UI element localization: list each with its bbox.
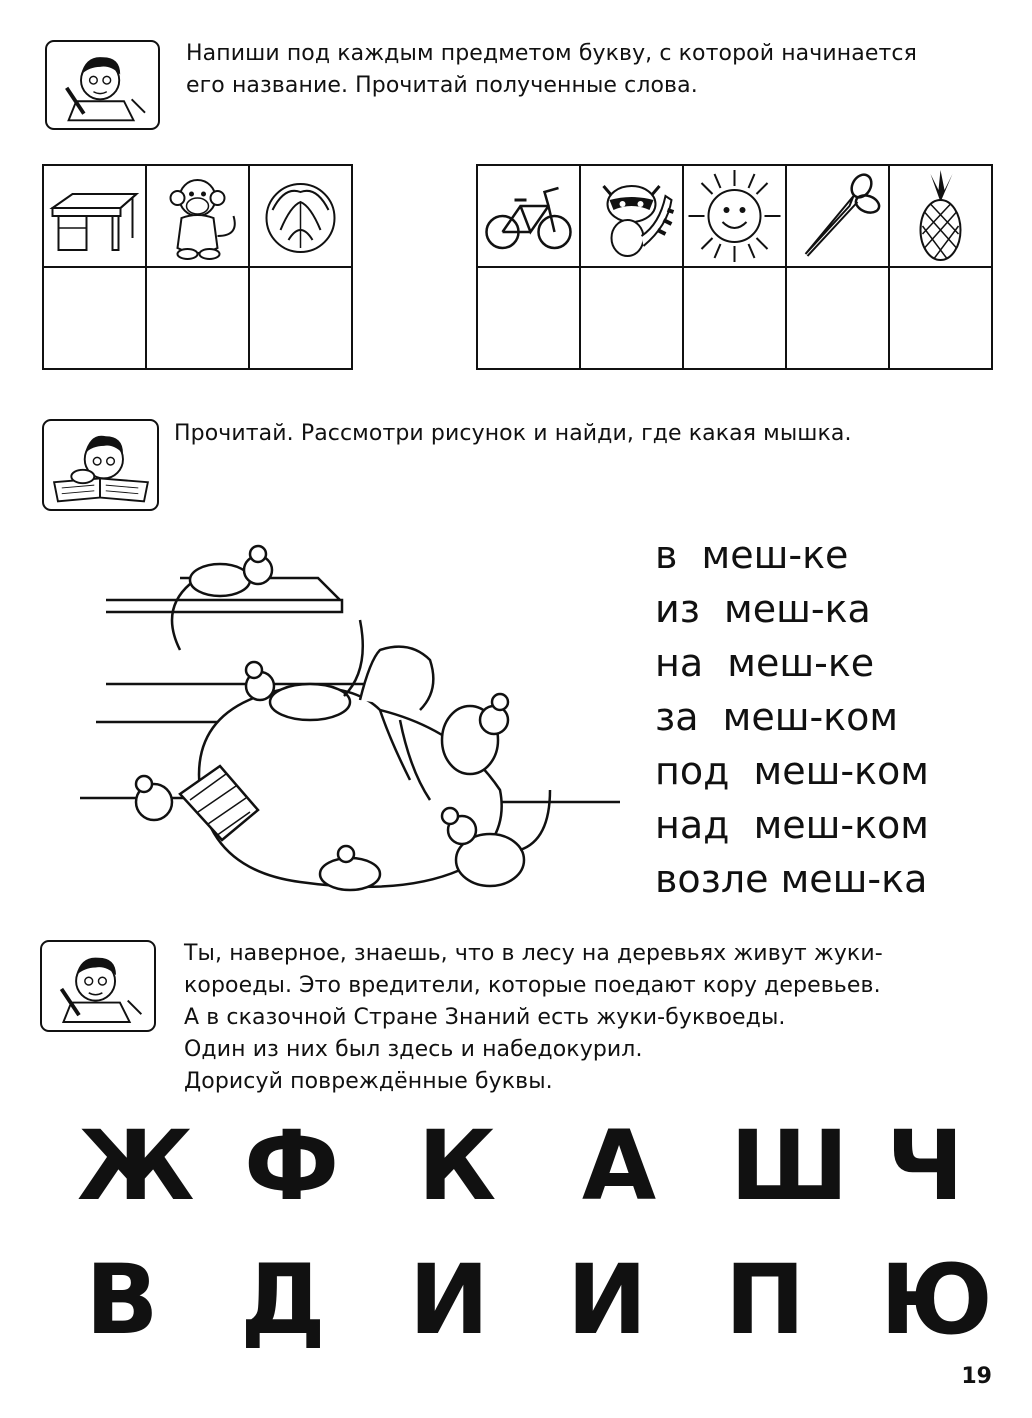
phrase-list (655, 528, 929, 906)
task1-instruction-line2: его название. Прочитай полученные слова. (186, 73, 698, 98)
picture-grid-2 (476, 164, 993, 370)
phrase-item: из меш-ка (655, 587, 871, 631)
damaged-letter: И (408, 1244, 490, 1356)
damaged-letter: Ш (730, 1110, 849, 1222)
boy-writing-icon (40, 940, 156, 1032)
raccoon-icon (580, 165, 683, 267)
damaged-letter: Ф (244, 1110, 340, 1222)
damaged-letter: Ж (77, 1110, 195, 1222)
desk-icon (43, 165, 146, 267)
picture-grid-1 (42, 164, 353, 370)
damaged-letters-row-1 (0, 1110, 1032, 1222)
damaged-letter: К (417, 1110, 497, 1222)
monkey-icon (146, 165, 249, 267)
answer-cell[interactable] (477, 267, 580, 369)
phrase-item: на меш-ке (655, 641, 875, 685)
task3-line: А в сказочной Стране Знаний есть жуки-буквоеды. (184, 1005, 786, 1030)
phrase-item: над меш-ком (655, 803, 929, 847)
task1-instruction-line1: Напиши под каждым предметом букву, с которой начинается (186, 41, 917, 66)
answer-cell[interactable] (580, 267, 683, 369)
phrase-item: возле меш-ка (655, 857, 928, 901)
task3-line: Ты, наверное, знаешь, что в лесу на деревьях живут жуки- (184, 941, 883, 966)
damaged-letter: Ч (886, 1110, 964, 1222)
answer-cell[interactable] (43, 267, 146, 369)
phrase-item: за меш-ком (655, 695, 899, 739)
damaged-letter: П (724, 1244, 806, 1356)
damaged-letter: Д (240, 1244, 326, 1356)
scissors-icon (786, 165, 889, 267)
task3-text (184, 938, 883, 1098)
damaged-letter: Ю (880, 1244, 993, 1356)
damaged-letter: В (85, 1244, 159, 1356)
mice-illustration (80, 540, 620, 920)
answer-cell[interactable] (146, 267, 249, 369)
phrase-item: под меш-ком (655, 749, 929, 793)
cabbage-icon (249, 165, 352, 267)
phrase-item: в меш-ке (655, 533, 849, 577)
sun-icon (683, 165, 786, 267)
answer-cell[interactable] (889, 267, 992, 369)
boy-reading-icon (42, 419, 159, 511)
damaged-letter: А (581, 1110, 657, 1222)
task3-line: Дорисуй повреждённые буквы. (184, 1069, 553, 1094)
bicycle-icon (477, 165, 580, 267)
boy-writing-icon (45, 40, 160, 130)
damaged-letter: И (566, 1244, 648, 1356)
pineapple-icon (889, 165, 992, 267)
task2-instruction: Прочитай. Рассмотри рисунок и найди, где какая мышка. (174, 421, 852, 446)
answer-cell[interactable] (786, 267, 889, 369)
answer-cell[interactable] (249, 267, 352, 369)
damaged-letters-row-2 (0, 1244, 1032, 1356)
task3-line: Один из них был здесь и набедокурил. (184, 1037, 643, 1062)
answer-cell[interactable] (683, 267, 786, 369)
page-number: 19 (961, 1364, 992, 1389)
task3-line: короеды. Это вредители, которые поедают кору деревьев. (184, 973, 881, 998)
task1-instruction (186, 38, 917, 102)
